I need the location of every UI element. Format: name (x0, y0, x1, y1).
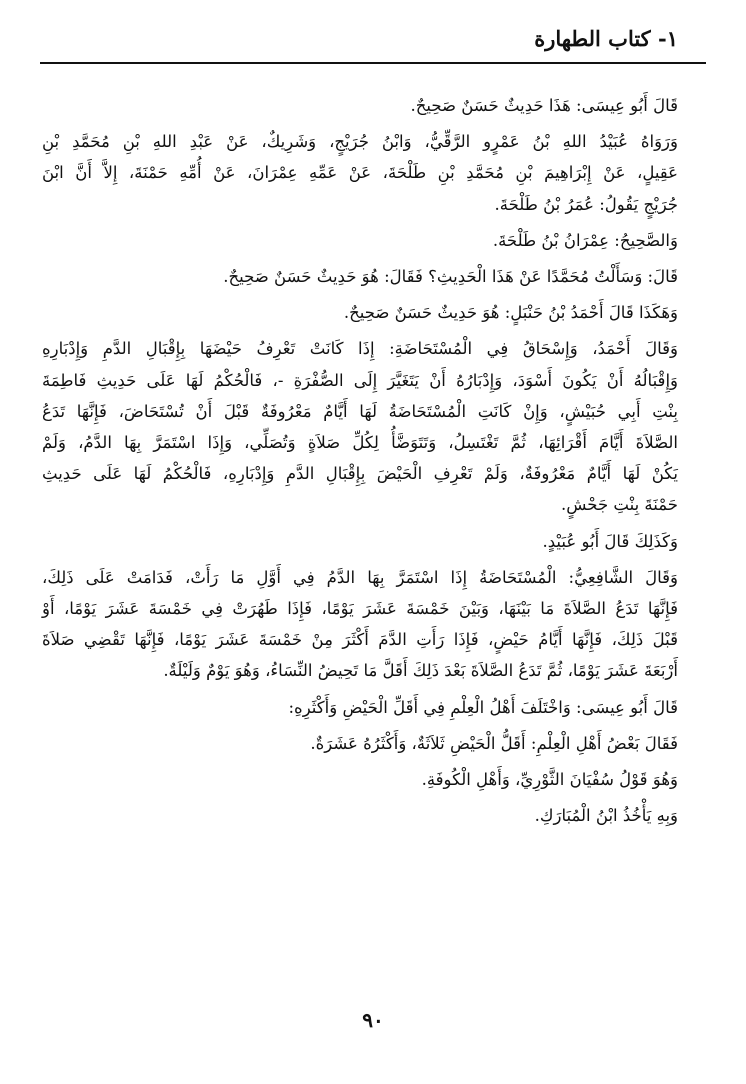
page-number: ٩٠ (362, 1008, 384, 1032)
paragraph (42, 261, 706, 292)
paragraph (42, 764, 706, 795)
paragraph (42, 800, 706, 831)
paragraph (42, 728, 706, 759)
paragraph (42, 225, 706, 256)
paragraph (42, 333, 706, 520)
text-line: قَالَ أَبُو عِيسَى: وَاخْتَلَفَ أَهْلُ الْعِلْمِ فِي أَقَلِّ الْحَيْضِ وَأَكْثَرِهِ: (288, 697, 678, 717)
text-line: وَهَكَذَا قَالَ أَحْمَدُ بْنُ حَنْبَلٍ: هُوَ حَدِيثٌ حَسَنٌ صَحِيحٌ. (343, 303, 678, 323)
text-line: وَبِهِ يَأْخُذُ ابْنُ الْمُبَارَكِ. (534, 806, 678, 826)
text-line: وَرَوَاهُ عُبَيْدُ اللهِ بْنُ عَمْرٍو الرَّقِّيُّ، وَابْنُ جُرَيْجٍ، وَشَرِيكٌ، عَنْ عَبْدِ اللهِ بْنِ مُحَمَّدِ بْنِ (42, 132, 678, 152)
text-line: وَهُوَ قَوْلُ سُفْيَانَ الثَّوْرِيِّ، وَأَهْلِ الْكُوفَةِ. (421, 770, 678, 790)
text-line: قَالَ أَبُو عِيسَى: هَذَا حَدِيثٌ حَسَنٌ صَحِيحٌ. (410, 96, 678, 115)
text-line: وَإِقْبَالُهُ أَنْ يَكُونَ أَسْوَدَ، وَإِدْبَارُهُ أَنْ يَتَغَيَّرَ إِلَى الصُّفْرَةِ -، فَالْحُكْمُ لَهَا عَلَى حَدِيثِ فَاطِمَةَ (42, 370, 678, 390)
paragraph (42, 692, 706, 723)
text-line: وَكَذَلِكَ قَالَ أَبُو عُبَيْدٍ. (542, 531, 678, 551)
text-line: حَمْنَةَ بِنْتِ جَحْشٍ. (561, 495, 678, 515)
text-line: يَكُنْ لَهَا أَيَّامٌ مَعْرُوفَةٌ، وَلَمْ تَعْرِفِ الْحَيْضَ بِإِقْبَالِ الدَّمِ وَإِدْبَارِهِ، فَالْحُكْمُ لَهَا عَلَى حَدِيثِ (42, 464, 678, 484)
text-line: وَالصَّحِيحُ: عِمْرَانُ بْنُ طَلْحَةَ. (492, 230, 678, 250)
header-divider (40, 62, 706, 64)
running-header (40, 22, 678, 58)
text-line: فَإِنَّهَا تَدَعُ الصَّلاَةَ مَا بَيْنَهَا، وَبَيْنَ خَمْسَةَ عَشَرَ يَوْمًا، فَإِذَا طَهُرَتْ فِي خَمْسَةَ عَشَرَ يَوْمًا، أَوْ (42, 599, 678, 619)
text-line: أَرْبَعَةَ عَشَرَ يَوْمًا، ثُمَّ تَدَعُ الصَّلاَةَ بَعْدَ ذَلِكَ أَقَلَّ مَا تَحِيضُ النِّسَاءُ، وَهُوَ يَوْمٌ وَلَيْلَةٌ. (163, 661, 678, 681)
paragraph (42, 126, 706, 220)
chapter-title: ١- كتاب الطهارة (534, 26, 678, 51)
text-line: الصَّلاَةَ أَيَّامَ أَقْرَائِهَا، ثُمَّ تَغْتَسِلُ، وَتَتَوَضَّأُ لِكُلِّ صَلاَةٍ وَتُصَلِّي، وَإِذَا اسْتَمَرَّ بِهَا الدَّمُ، وَلَمْ (42, 433, 678, 453)
text-line: وَقَالَ الشَّافِعِيُّ: الْمُسْتَحَاضَةُ إِذَا اسْتَمَرَّ بِهَا الدَّمُ فِي أَوَّلِ مَا رَأَتْ، فَدَامَتْ عَلَى ذَلِكَ، (42, 567, 678, 587)
page-body (42, 90, 706, 836)
text-line: بِنْتِ أَبِي حُبَيْشٍ، وَإِنْ كَانَتِ الْمُسْتَحَاضَةُ لَهَا أَيَّامٌ مَعْرُوفَةٌ قَبْلَ أَنْ تُسْتَحَاضَ، فَإِنَّهَا تَدَعُ (42, 401, 678, 421)
paragraph (42, 526, 706, 557)
text-line: جُرَيْجٍ يَقُولُ: عُمَرُ بْنُ طَلْحَةَ. (494, 194, 678, 214)
paragraph (42, 297, 706, 328)
text-line: عَقِيلٍ، عَنْ إِبْرَاهِيمَ بْنِ مُحَمَّدِ بْنِ طَلْحَةَ، عَنْ عَمِّهِ عِمْرَانَ، عَنْ أُمِّهِ حَمْنَةَ، إِلاَّ أَنَّ ابْنَ (42, 163, 678, 183)
text-line: قَالَ: وَسَأَلْتُ مُحَمَّدًا عَنْ هَذَا الْحَدِيثِ؟ فَقَالَ: هُوَ حَدِيثٌ حَسَنٌ صَحِيحٌ. (223, 267, 678, 287)
text-line: وَقَالَ أَحْمَدُ، وَإِسْحَاقُ فِي الْمُسْتَحَاضَةِ: إِذَا كَانَتْ تَعْرِفُ حَيْضَهَا بِإِقْبَالِ الدَّمِ وَإِدْبَارِهِ (42, 339, 678, 359)
text-line: قَبْلَ ذَلِكَ، فَإِنَّهَا أَيَّامُ حَيْضٍ، فَإِذَا رَأَتِ الدَّمَ أَكْثَرَ مِنْ خَمْسَةَ عَشَرَ يَوْمًا، فَإِنَّهَا تَقْضِي صَلاَةَ (42, 630, 678, 650)
paragraph (42, 562, 706, 687)
text-line: فَقَالَ بَعْضُ أَهْلِ الْعِلْمِ: أَقَلُّ الْحَيْضِ ثَلاَثَةٌ، وَأَكْثَرُهُ عَشَرَةٌ. (310, 733, 678, 753)
paragraph (42, 90, 706, 121)
